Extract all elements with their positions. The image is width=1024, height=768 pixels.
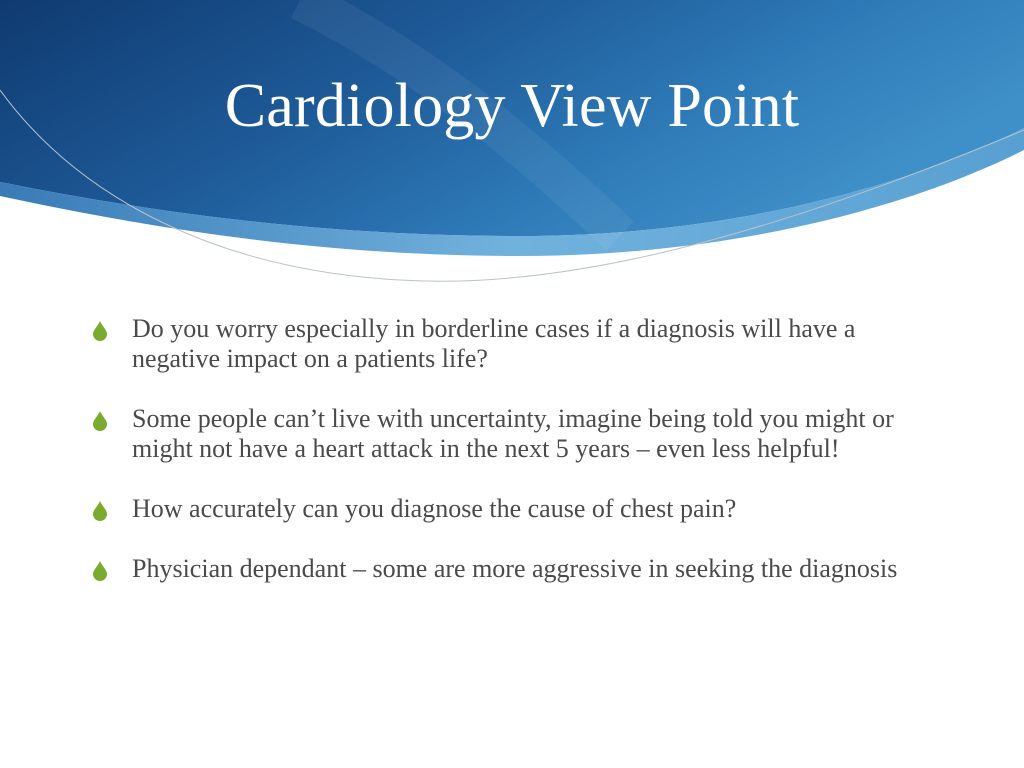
bullet-text: Do you worry especially in borderline cases if a diagnosis will have a negative impact on a patients life? bbox=[132, 314, 856, 373]
header-wave-background bbox=[0, 0, 1024, 300]
green-drop-icon bbox=[92, 321, 108, 341]
bullet-item bbox=[92, 314, 922, 374]
bullet-list bbox=[92, 314, 922, 614]
green-drop-icon bbox=[92, 411, 108, 431]
green-drop-icon bbox=[92, 501, 108, 521]
bullet-item bbox=[92, 404, 922, 464]
bullet-text: How accurately can you diagnose the cause of chest pain? bbox=[132, 494, 737, 523]
bullet-item bbox=[92, 494, 922, 524]
bullet-text: Physician dependant – some are more aggressive in seeking the diagnosis bbox=[132, 554, 898, 583]
bullet-text: Some people can’t live with uncertainty, imagine being told you might or might not have a heart attack in the next 5 years – even less helpful! bbox=[132, 404, 894, 463]
green-drop-icon bbox=[92, 561, 108, 581]
bullet-item bbox=[92, 554, 922, 584]
slide-title: Cardiology View Point bbox=[224, 72, 800, 140]
